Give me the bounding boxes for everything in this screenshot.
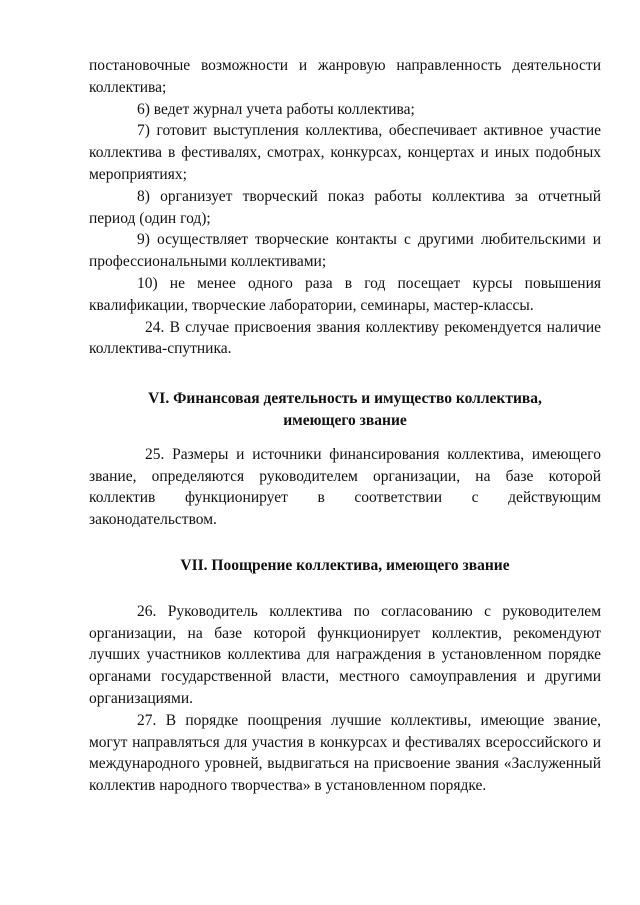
paragraph-item-6: 6) ведет журнал учета работы коллектива; [137, 100, 415, 118]
document-page [89, 55, 601, 797]
paragraph-item-10: 10) не менее одного раза в год посещает курсы повышения квалификации, творческие лаборатории, семинары, мастер-классы. [89, 274, 601, 314]
paragraph-item-8: 8) организует творческий показ работы коллектива за отчетный период (один год); [89, 187, 601, 227]
paragraph-item-9: 9) осуществляет творческие контакты с другими любительскими и профессиональными коллективами; [89, 231, 601, 271]
section-heading-vii: VII. Поощрение коллектива, имеющего звание [180, 556, 510, 574]
paragraph-item-7: 7) готовит выступления коллектива, обеспечивает активное участие коллектива в фестивалях, смотрах, конкурсах, концертах и иных подобных мероприятиях; [89, 122, 601, 183]
paragraph-clause-26: 26. Руководитель коллектива по согласованию с руководителем организации, на базе которой функционирует коллектив, рекомендуют лучших участников коллектива для награждения в установленном порядке органами государственной власти, местного самоуправления и другими организациями. [89, 602, 601, 707]
section-heading-vi-line2: имеющего звание [283, 411, 407, 429]
paragraph-clause-25: 25. Размеры и источники финансирования коллектива, имеющего звание, определяются руководителем организации, на базе которой коллектив функционирует в соответствии с действующим законодательством. [89, 445, 601, 529]
section-heading-vi [89, 388, 601, 432]
paragraph-clause-27: 27. В порядке поощрения лучшие коллективы, имеющие звание, могут направляться для участия в конкурсах и фестивалях всероссийского и международного уровней, выдвигаться на присвоение звания «Заслуженный коллектив народного творчества» в установленном порядке. [89, 711, 601, 795]
paragraph-clause-24: 24. В случае присвоения звания коллективу рекомендуется наличие коллектива-спутника. [89, 318, 601, 358]
section-heading-vi-line1: VI. Финансовая деятельность и имущество коллектива, [148, 390, 542, 408]
paragraph-continuation: постановочные возможности и жанровую направленность деятельности коллектива; [89, 57, 601, 96]
